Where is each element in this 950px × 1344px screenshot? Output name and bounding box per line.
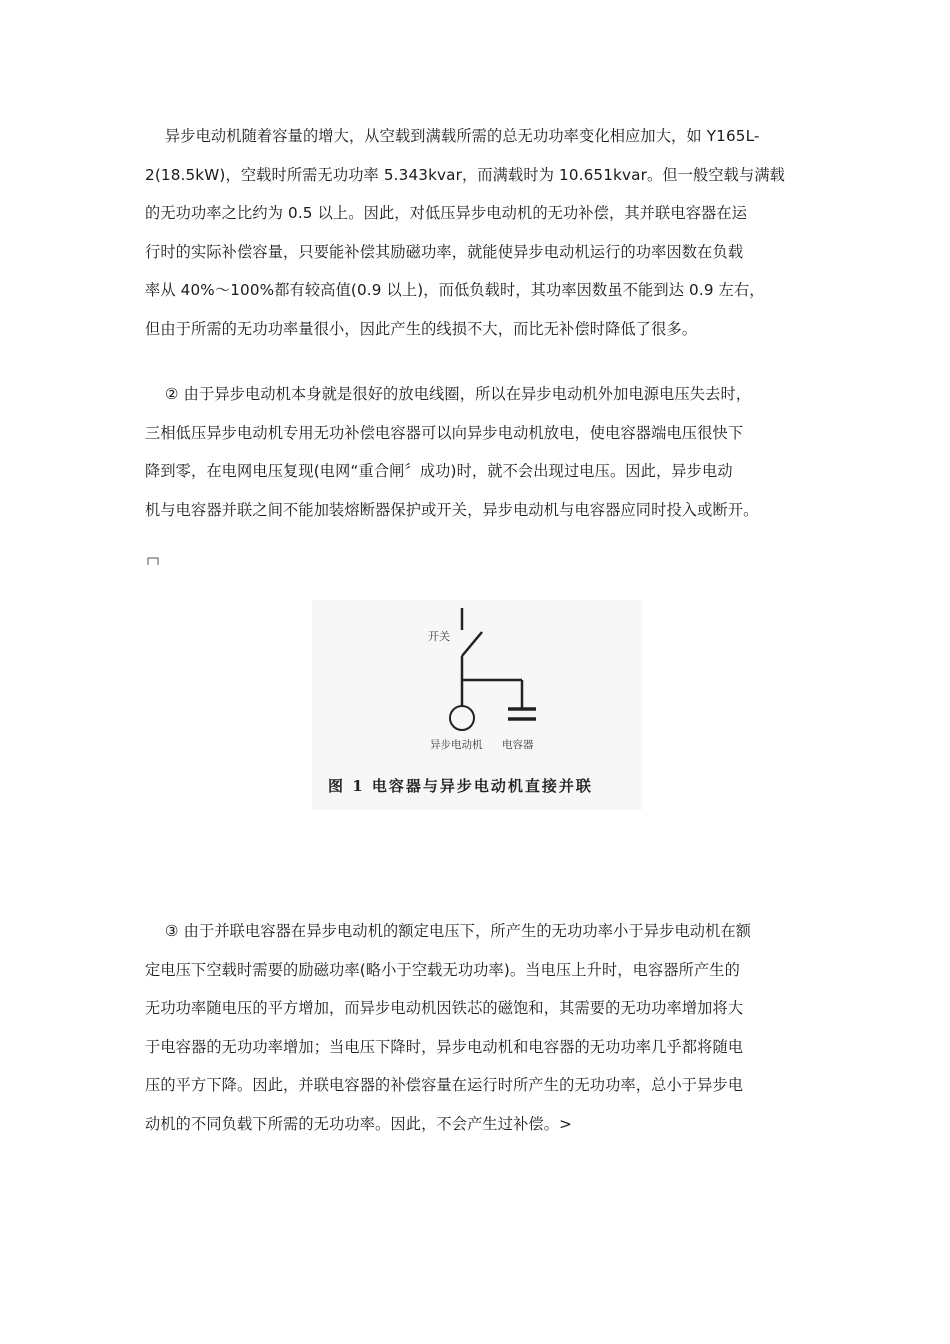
text-line: 异步电动机随着容量的增大，从空载到满载所需的总无功功率变化相应加大，如 Y165L- — [145, 127, 760, 145]
text-line: 压的平方下降。因此，并联电容器的补偿容量在运行时所产生的无功功率，总小于异步电 — [145, 1076, 744, 1094]
text-line: 机与电容器并联之间不能加装熔断器保护或开关，异步电动机与电容器应同时投入或断开。 — [145, 500, 759, 519]
text-line: 2(18.5kW)，空载时所需无功功率 5.343kvar，而满载时为 10.651kvar。但一般空载与满载 — [145, 165, 786, 184]
text-line: ② 由于异步电动机本身就是很好的放电线圈，所以在异步电动机外加电源电压失去时， — [145, 385, 752, 403]
broken-image-icon — [147, 556, 159, 566]
motor-label: 异步电动机 — [430, 739, 483, 751]
switch-symbol — [462, 632, 482, 656]
circuit-figure — [312, 600, 642, 810]
text-line: 率从 40%～100%都有较高值(0.9 以上)，而低负载时，其功率因数虽不能到达 0.9 左右， — [145, 281, 765, 299]
text-line: 行时的实际补偿容量，只要能补偿其励磁功率，就能使异步电动机运行的功率因数在负载 — [145, 242, 744, 261]
text-line: 但由于所需的无功功率量很小，因此产生的线损不大，而比无补偿时降低了很多。 — [145, 319, 698, 338]
text-line: 的无功功率之比约为 0.5 以上。因此，对低压异步电动机的无功补偿，其并联电容器在运 — [145, 204, 748, 222]
motor-symbol — [450, 706, 474, 730]
text-line: 定电压下空载时需要的励磁功率(略小于空载无功功率)。当电压上升时，电容器所产生的 — [145, 960, 740, 979]
text-line: 动机的不同负载下所需的无功功率。因此，不会产生过补偿。> — [145, 1114, 572, 1133]
paragraph-no-overcompensation — [145, 912, 809, 1143]
paragraph-discharge-coil — [145, 375, 809, 529]
text-line: 三相低压异步电动机专用无功补偿电容器可以向异步电动机放电，使电容器端电压很快下 — [145, 423, 744, 442]
text-line: ③ 由于并联电容器在异步电动机的额定电压下，所产生的无功功率小于异步电动机在额 — [145, 922, 752, 940]
text-line: 降到零，在电网电压复现(电网“重合闸〞成功)时，就不会出现过电压。因此，异步电动 — [145, 462, 733, 480]
capacitor-label: 电容器 — [502, 739, 534, 751]
figure-caption: 图 1 电容器与异步电动机直接并联 — [328, 777, 593, 795]
switch-label: 开关 — [428, 630, 450, 643]
text-line: 于电容器的无功功率增加；当电压下降时，异步电动机和电容器的无功功率几乎都将随电 — [145, 1037, 744, 1056]
paragraph-motor-reactive-power — [145, 117, 809, 348]
text-line: 无功功率随电压的平方增加，而异步电动机因铁芯的磁饱和，其需要的无功功率增加将大 — [145, 999, 744, 1017]
